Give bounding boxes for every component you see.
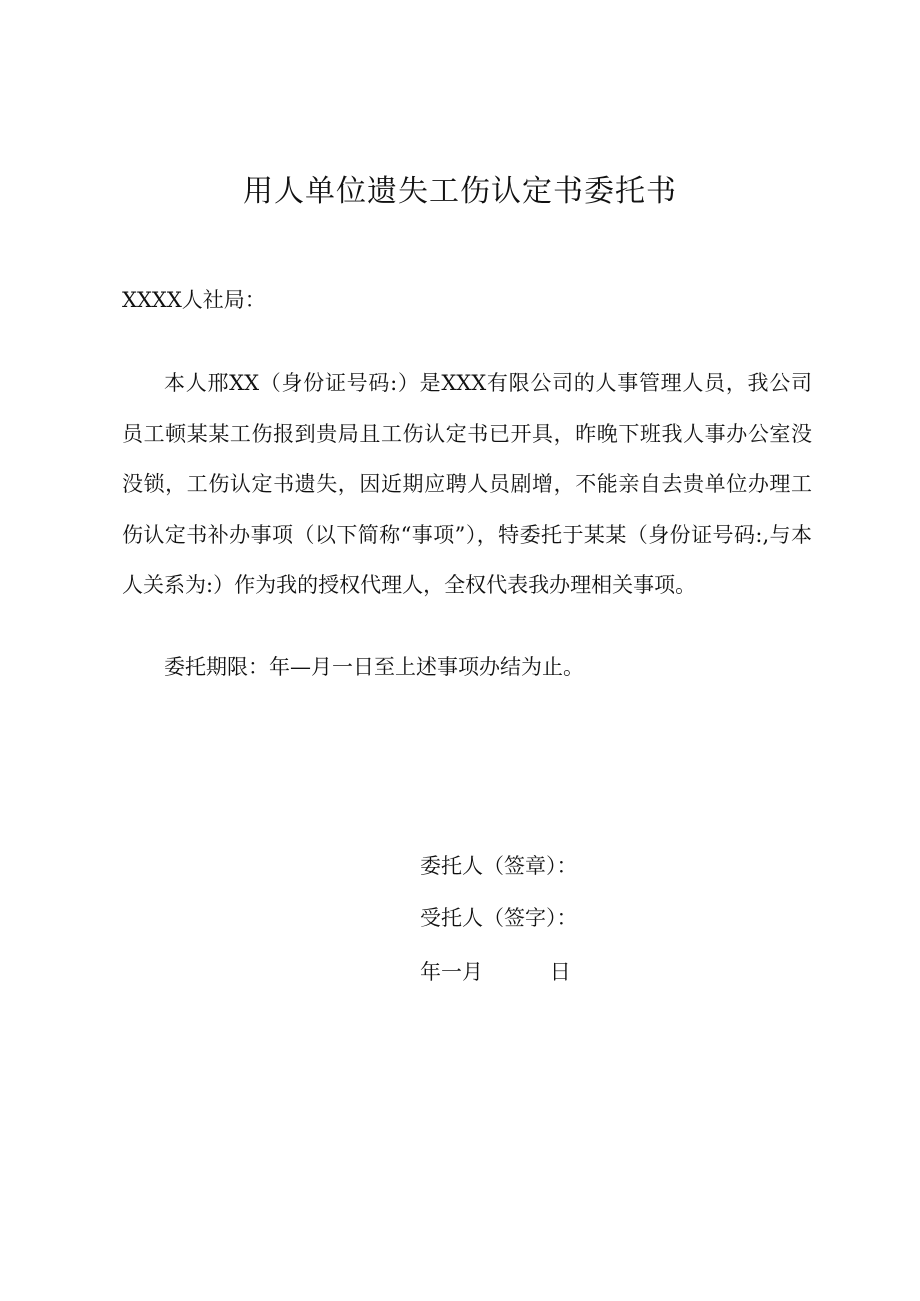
document-title: 用人单位遗失工伤认定书委托书: [243, 174, 677, 209]
signature-date-line: 年一月 日: [420, 960, 571, 984]
agent-signature-line: 受托人（签字）：: [420, 906, 578, 930]
body-paragraph: 本人邢XX（身份证号码:）是XXX有限公司的人事管理人员，我公司员工顿某某工伤报到贵局且工伤认定书已开具，昨晚下班我人事办公室没没锁，工伤认定书遗失，因近期应聘人员剧增，不能亲自去贵单位办理工伤认定书补办事项（以下简称“事项”），特委托于某某（身份证号码:,与本人关系为:）作为我的授权代理人，全权代表我办理相关事项。: [122, 371, 812, 597]
addressee-line: XXXX人社局：: [122, 288, 266, 312]
entrustment-period: 委托期限：年—月一日至上述事项办结为止。: [164, 655, 584, 679]
principal-signature-line: 委托人（签章）：: [420, 854, 578, 878]
